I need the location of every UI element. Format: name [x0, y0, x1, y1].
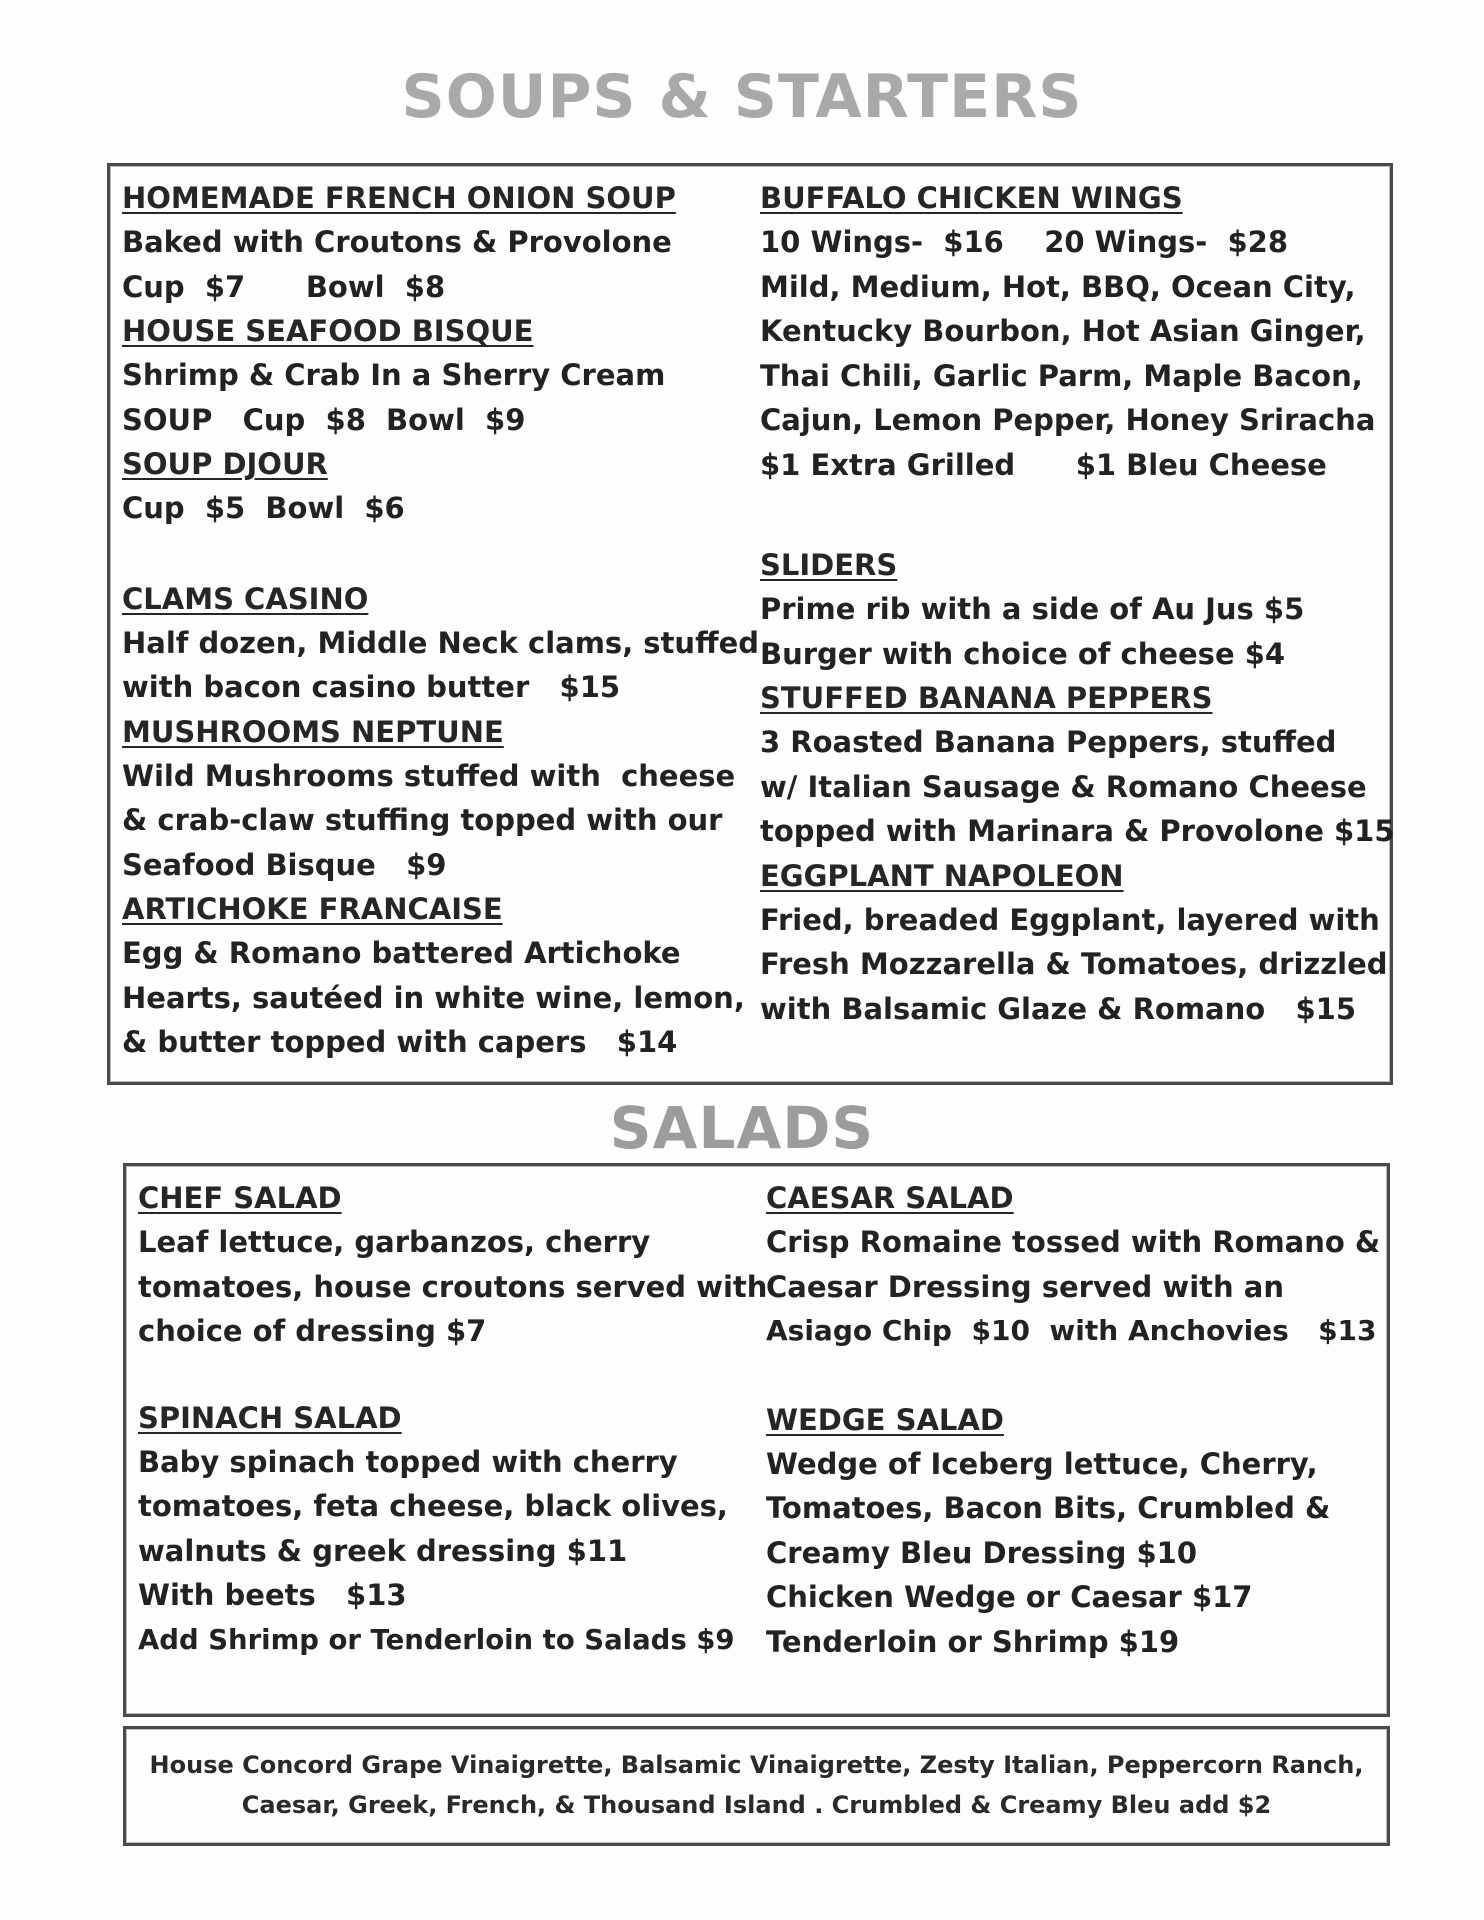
- dressings-box: [123, 1726, 1390, 1846]
- item-line: Hearts, sautéed in white wine, lemon,: [122, 980, 745, 1015]
- item-name: HOUSE SEAFOOD BISQUE: [122, 314, 534, 348]
- item-line: Wild Mushrooms stuffed with cheese: [122, 758, 736, 793]
- menu-item: [138, 1176, 768, 1354]
- item-line: Half dozen, Middle Neck clams, stuffed: [122, 625, 759, 660]
- menu-item: [760, 176, 1385, 487]
- item-line: Egg & Romano battered Artichoke: [122, 936, 681, 970]
- item-name: ARTICHOKE FRANCAISE: [122, 892, 503, 926]
- item-line: Baked with Croutons & Provolone: [122, 225, 672, 259]
- item-line: w/ Italian Sausage & Romano Cheese: [760, 769, 1367, 804]
- item-line: topped with Marinara & Provolone $15: [760, 814, 1395, 848]
- item-name: SLIDERS: [760, 548, 898, 582]
- item-line: Chicken Wedge or Caesar $17: [766, 1580, 1253, 1614]
- dressings-line-2: Caesar, Greek, French, & Thousand Island . Crumbled & Creamy Bleu add $2: [241, 1791, 1272, 1819]
- item-line: & crab-claw stuffing topped with our: [122, 803, 723, 837]
- item-line: with bacon casino butter $15: [122, 670, 621, 704]
- item-name: CAESAR SALAD: [766, 1181, 1014, 1215]
- item-name: CLAMS CASINO: [122, 581, 369, 616]
- soups-starters-heading: SOUPS & STARTERS: [401, 62, 1083, 132]
- salads-right-column: [766, 1176, 1381, 1664]
- soups-right-column: [760, 176, 1395, 1031]
- menu-item: [122, 176, 762, 309]
- item-line: walnuts & greek dressing $11: [138, 1533, 628, 1568]
- item-line: Fried, breaded Eggplant, layered with: [760, 902, 1380, 937]
- menu-item: [122, 442, 762, 531]
- item-name: CHEF SALAD: [138, 1181, 342, 1215]
- item-line: Tomatoes, Bacon Bits, Crumbled &: [766, 1491, 1331, 1525]
- soups-left-column: [122, 176, 762, 1065]
- item-line: Kentucky Bourbon, Hot Asian Ginger,: [760, 314, 1366, 348]
- item-name: SPINACH SALAD: [138, 1400, 402, 1435]
- item-name: HOMEMADE FRENCH ONION SOUP: [122, 181, 676, 215]
- item-line: SOUP Cup $8 Bowl $9: [122, 402, 526, 437]
- item-line: Add Shrimp or Tenderloin to Salads $9: [138, 1623, 735, 1656]
- item-line: Seafood Bisque $9: [122, 847, 447, 882]
- salads-heading: SALADS: [609, 1094, 875, 1162]
- menu-item: [760, 543, 1385, 676]
- item-line: Asiago Chip $10 with Anchovies $13: [766, 1314, 1377, 1347]
- item-line: 10 Wings- $16 20 Wings- $28: [760, 225, 1289, 259]
- menu-item: [122, 710, 762, 888]
- item-line: with Balsamic Glaze & Romano $15: [760, 991, 1357, 1026]
- item-line: Prime rib with a side of Au Jus $5: [760, 592, 1305, 626]
- item-line: Thai Chili, Garlic Parm, Maple Bacon,: [760, 358, 1363, 393]
- item-name: MUSHROOMS NEPTUNE: [122, 714, 504, 749]
- item-line: & butter topped with capers $14: [122, 1025, 678, 1059]
- item-line: Tenderloin or Shrimp $19: [766, 1624, 1180, 1659]
- menu-item: [122, 309, 762, 442]
- dressings-line-1: House Concord Grape Vinaigrette, Balsamic Vinaigrette, Zesty Italian, Peppercorn Ranch,: [149, 1751, 1364, 1779]
- item-line: Fresh Mozzarella & Tomatoes, drizzled: [760, 947, 1388, 981]
- item-line: Burger with choice of cheese $4: [760, 636, 1286, 671]
- item-line: tomatoes, house croutons served with: [138, 1269, 768, 1304]
- item-line: Shrimp & Crab In a Sherry Cream: [122, 358, 666, 392]
- item-line: Baby spinach topped with cherry: [138, 1444, 678, 1479]
- item-name: STUFFED BANANA PEPPERS: [760, 681, 1213, 715]
- soups-starters-box: [107, 163, 1393, 1085]
- item-line: choice of dressing $7: [138, 1314, 487, 1348]
- item-name: EGGPLANT NAPOLEON: [760, 858, 1124, 893]
- menu-item: [766, 1176, 1381, 1354]
- menu-item: [760, 854, 1388, 1032]
- item-line: Crisp Romaine tossed with Romano &: [766, 1225, 1381, 1259]
- item-name: WEDGE SALAD: [766, 1402, 1004, 1437]
- salads-left-column: [138, 1176, 768, 1662]
- item-line: Leaf lettuce, garbanzos, cherry: [138, 1225, 651, 1259]
- menu-item: [138, 1396, 758, 1663]
- item-name: SOUP DJOUR: [122, 447, 328, 481]
- item-line: tomatoes, feta cheese, black olives,: [138, 1489, 728, 1523]
- item-line: $1 Extra Grilled $1 Bleu Cheese: [760, 447, 1327, 482]
- item-line: Cup $7 Bowl $8: [122, 269, 446, 304]
- menu-item: [760, 676, 1395, 854]
- item-line: 3 Roasted Banana Peppers, stuffed: [760, 725, 1337, 759]
- menu-item: [122, 577, 762, 710]
- item-line: Mild, Medium, Hot, BBQ, Ocean City,: [760, 269, 1356, 304]
- item-line: Caesar Dressing served with an: [766, 1269, 1284, 1304]
- item-line: Cajun, Lemon Pepper, Honey Sriracha: [760, 403, 1376, 437]
- item-line: With beets $13: [138, 1578, 407, 1612]
- menu-item: [766, 1398, 1381, 1665]
- item-line: Creamy Bleu Dressing $10: [766, 1535, 1198, 1570]
- salads-box: [123, 1163, 1390, 1717]
- menu-item: [122, 887, 762, 1065]
- item-line: Wedge of Iceberg lettuce, Cherry,: [766, 1446, 1318, 1481]
- item-name: BUFFALO CHICKEN WINGS: [760, 181, 1183, 215]
- item-line: Cup $5 Bowl $6: [122, 491, 405, 525]
